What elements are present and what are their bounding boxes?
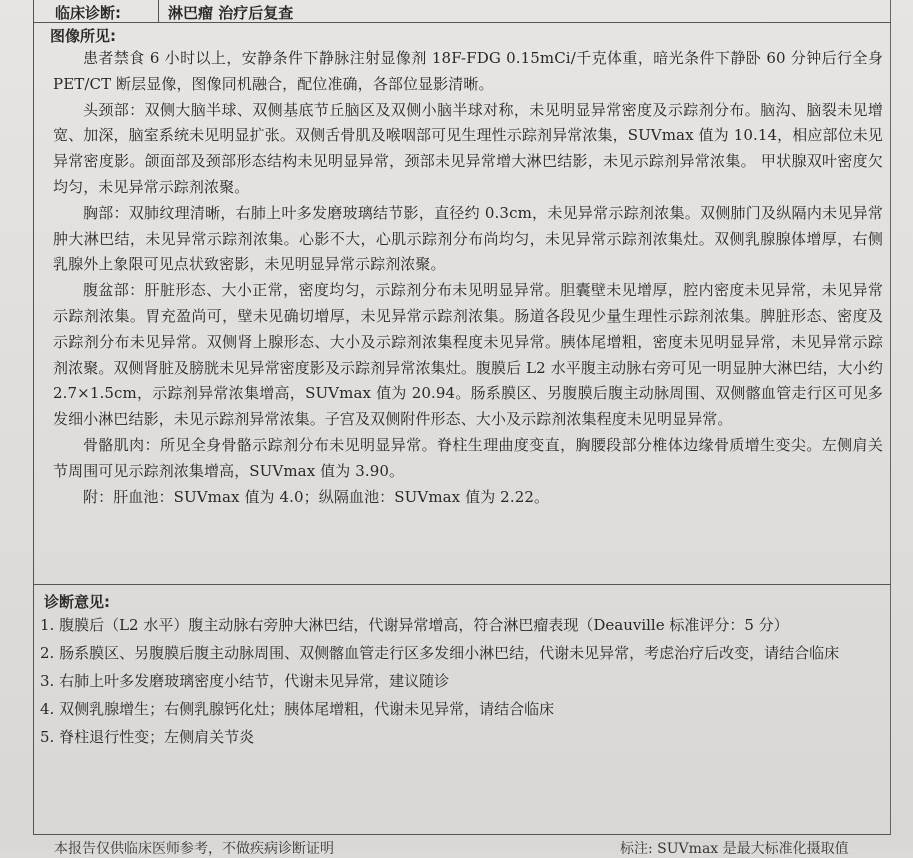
findings-paragraph-blood-pool: 附：肝血池：SUVmax 值为 4.0；纵隔血池：SUVmax 值为 2.22。 bbox=[83, 487, 550, 506]
findings-paragraph-procedure: 患者禁食 6 小时以上，安静条件下静脉注射显像剂 18F-FDG 0.15mCi/千克体重，暗光条件下静卧 60 分钟后行全身 PET/CT 断层显像，图像同机融合，配位准确，各部位显影清晰。 bbox=[53, 49, 883, 93]
header-cell-divider bbox=[158, 0, 159, 22]
conclusion-item: 4. 双侧乳腺增生；右侧乳腺钙化灶；胰体尾增粗，代谢未见异常，请结合临床 bbox=[40, 700, 555, 718]
findings-paragraph-head-neck: 头颈部：双侧大脑半球、双侧基底节丘脑区及双侧小脑半球对称，未见明显异常密度及示踪剂分布。脑沟、脑裂未见增宽、加深，脑室系统未见明显扩张。双侧舌骨肌及喉咽部可见生理性示踪剂异常浓集，SUVmax 值为 10.14，相应部位未见异常密度影。颌面部及颈部形态结构未见明显异常，颈部未见异常增大淋巴结影，未见示踪剂异常浓集。 甲状腺双叶密度欠均匀，未见异常示踪剂浓聚。 bbox=[53, 100, 883, 196]
frame-right-border bbox=[890, 0, 891, 835]
footer-disclaimer: 本报告仅供临床医师参考，不做疾病诊断证明 bbox=[54, 841, 334, 857]
footer-note: 标注: SUVmax 是最大标准化摄取值 bbox=[620, 841, 849, 857]
findings-paragraph-musculoskeletal: 骨骼肌肉：所见全身骨骼示踪剂分布未见明显异常。脊柱生理曲度变直，胸腰段部分椎体边缘骨质增生变尖。左侧肩关节周围可见示踪剂浓集增高，SUVmax 值为 3.90。 bbox=[53, 435, 883, 480]
conclusion-divider bbox=[33, 584, 891, 585]
findings-paragraph-abdomen-pelvis: 腹盆部：肝脏形态、大小正常，密度均匀，示踪剂分布未见明显异常。胆囊壁未见增厚，腔内密度未见异常，未见异常示踪剂浓集。胃充盈尚可，壁未见确切增厚，未见异常示踪剂浓集。肠道各段见少量生理性示踪剂浓集。脾脏形态、密度及示踪剂分布未见异常。双侧肾上腺形态、大小及示踪剂浓集程度未见异常。胰体尾增粗，密度未见明显异常，未见异常示踪剂浓聚。双侧肾脏及膀胱未见异常密度影及示踪剂异常浓集灶。腹膜后 L2 水平腹主动脉右旁可见一明显肿大淋巴结，大小约 2.7×1.5cm，示踪剂异常浓集增高，SUVmax 值为 20.94。肠系膜区、另腹膜后腹主动脉周围、双侧髂血管走行区可见多发细小淋巴结影，未见示踪剂异常浓集。子宫及双侧附件形态、大小及示踪剂浓集程度未见明显异常。 bbox=[53, 281, 883, 429]
bottom-divider bbox=[33, 834, 891, 835]
conclusion-item: 2. 肠系膜区、另腹膜后腹主动脉周围、双侧髂血管走行区多发细小淋巴结，代谢未见异常，考虑治疗后改变，请结合临床 bbox=[40, 644, 840, 662]
findings-body bbox=[53, 46, 883, 510]
conclusion-title: 诊断意见: bbox=[44, 593, 110, 611]
conclusion-item: 3. 右肺上叶多发磨玻璃密度小结节，代谢未见异常，建议随诊 bbox=[40, 672, 450, 690]
conclusion-list bbox=[40, 612, 885, 752]
frame-left-border bbox=[33, 0, 34, 835]
clinical-diagnosis-value: 淋巴瘤 治疗后复查 bbox=[168, 4, 294, 22]
header-divider bbox=[33, 22, 891, 23]
conclusion-item: 1. 腹膜后（L2 水平）腹主动脉右旁肿大淋巴结，代谢异常增高，符合淋巴瘤表现（Deauville 标准评分：5 分） bbox=[40, 616, 789, 634]
conclusion-item: 5. 脊柱退行性变；左侧肩关节炎 bbox=[40, 728, 255, 746]
findings-title: 图像所见: bbox=[50, 27, 116, 45]
clinical-diagnosis-label: 临床诊断: bbox=[55, 4, 121, 22]
findings-paragraph-chest: 胸部：双肺纹理清晰，右肺上叶多发磨玻璃结节影，直径约 0.3cm，未见异常示踪剂浓集。双侧肺门及纵隔内未见异常肿大淋巴结，未见异常示踪剂浓集。心影不大，心肌示踪剂分布尚均匀，未见异常示踪剂浓集灶。双侧乳腺腺体增厚，右侧乳腺外上象限可见点状致密影，未见明显异常示踪剂浓聚。 bbox=[53, 203, 883, 274]
